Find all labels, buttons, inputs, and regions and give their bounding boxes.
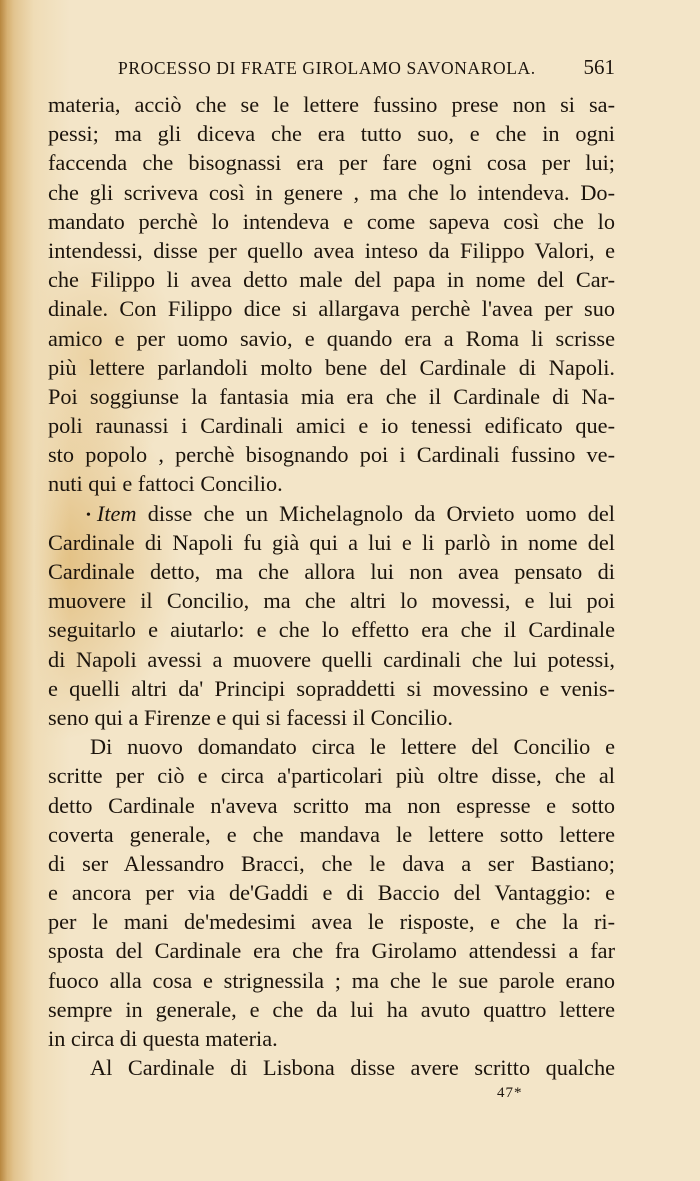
text-line: Cardinale detto, ma che allora lui non avea pensato di bbox=[48, 559, 615, 584]
signature-mark: 47* bbox=[497, 1085, 523, 1101]
text-line: coverta generale, e che mandava le lettere sotto lettere bbox=[48, 821, 615, 847]
page-number: 561 bbox=[583, 55, 615, 79]
text-line: faccenda che bisognassi era per fare ogni cosa per lui; bbox=[48, 150, 615, 176]
text-line: Cardinale di Napoli fu già qui a lui e li parlò in nome del bbox=[48, 529, 615, 555]
body-text bbox=[48, 90, 615, 1082]
item-line-rest: disse che un Michelagnolo da Orvieto uomo del bbox=[136, 500, 615, 526]
text-line: Poi soggiunse la fantasia mia era che il Cardinale di Na- bbox=[48, 383, 615, 409]
text-line: seguitarlo e aiutarlo: e che lo effetto era che il Cardinale bbox=[48, 617, 615, 643]
text-line: e ancora per via de'Gaddi e di Baccio del Vantaggio: e bbox=[48, 880, 615, 906]
text-line: nuti qui e fattoci Concilio. bbox=[48, 471, 283, 497]
text-line: di ser Alessandro Bracci, che le dava a ser Bastiano; bbox=[48, 850, 615, 876]
running-head-title: PROCESSO DI FRATE GIROLAMO SAVONAROLA. bbox=[118, 58, 536, 78]
text-line: Di nuovo domandato circa le lettere del Concilio e bbox=[90, 734, 615, 760]
item-bullet-mark: • bbox=[86, 507, 91, 523]
text-line: intendessi, disse per quello avea inteso da Filippo Valori, e bbox=[48, 237, 615, 263]
text-line: più lettere parlandoli molto bene del Cardinale di Napoli. bbox=[48, 354, 615, 380]
text-line: detto Cardinale n'aveva scritto ma non espresse e sotto bbox=[48, 792, 615, 818]
text-line: dinale. Con Filippo dice si allargava perchè l'avea per suo bbox=[48, 296, 615, 322]
text-line: scritte per ciò e circa a'particolari più oltre disse, che al bbox=[48, 763, 615, 789]
running-head bbox=[48, 55, 615, 88]
text-line: muovere il Concilio, ma che altri lo movessi, e lui poi bbox=[48, 588, 615, 614]
text-line: amico e per uomo savio, e quando era a Roma li scrisse bbox=[48, 325, 615, 351]
text-line: fuoco alla cosa e strignessila ; ma che le sue parole erano bbox=[48, 967, 615, 993]
page-spine-edge bbox=[0, 0, 8, 1181]
text-line: per le mani de'medesimi avea le risposte, e che la ri- bbox=[48, 909, 615, 935]
text-line: poli raunassi i Cardinali amici e io tenessi edificato que- bbox=[48, 413, 615, 439]
text-line: sposta del Cardinale era che fra Girolamo attendessi a far bbox=[48, 938, 615, 964]
text-line: di Napoli avessi a muovere quelli cardinali che lui potessi, bbox=[48, 646, 615, 672]
text-line: che gli scriveva così in genere , ma che lo intendeva. Do- bbox=[48, 179, 615, 205]
item-italic-word: Item bbox=[96, 500, 137, 526]
text-line: che Filippo li avea detto male del papa in nome del Car- bbox=[48, 267, 615, 293]
text-line: sto popolo , perchè bisognando poi i Cardinali fussino ve- bbox=[48, 442, 615, 468]
text-line: sempre in generale, e che da lui ha avuto quattro lettere bbox=[48, 996, 615, 1022]
text-line: pessi; ma gli diceva che era tutto suo, e che in ogni bbox=[48, 121, 615, 147]
text-line: materia, acciò che se le lettere fussino prese non si sa- bbox=[48, 92, 615, 117]
text-line: Al Cardinale di Lisbona disse avere scritto qualche bbox=[90, 1055, 615, 1081]
text-line: e quelli altri da' Principi sopraddetti si movessino e venis- bbox=[48, 675, 615, 701]
text-line: in circa di questa materia. bbox=[48, 1026, 278, 1051]
text-line: seno qui a Firenze e qui si facessi il Concilio. bbox=[48, 704, 453, 730]
text-line: mandato perchè lo intendeva e come sapeva così che lo bbox=[48, 208, 615, 234]
paragraph-item-line bbox=[48, 499, 615, 528]
